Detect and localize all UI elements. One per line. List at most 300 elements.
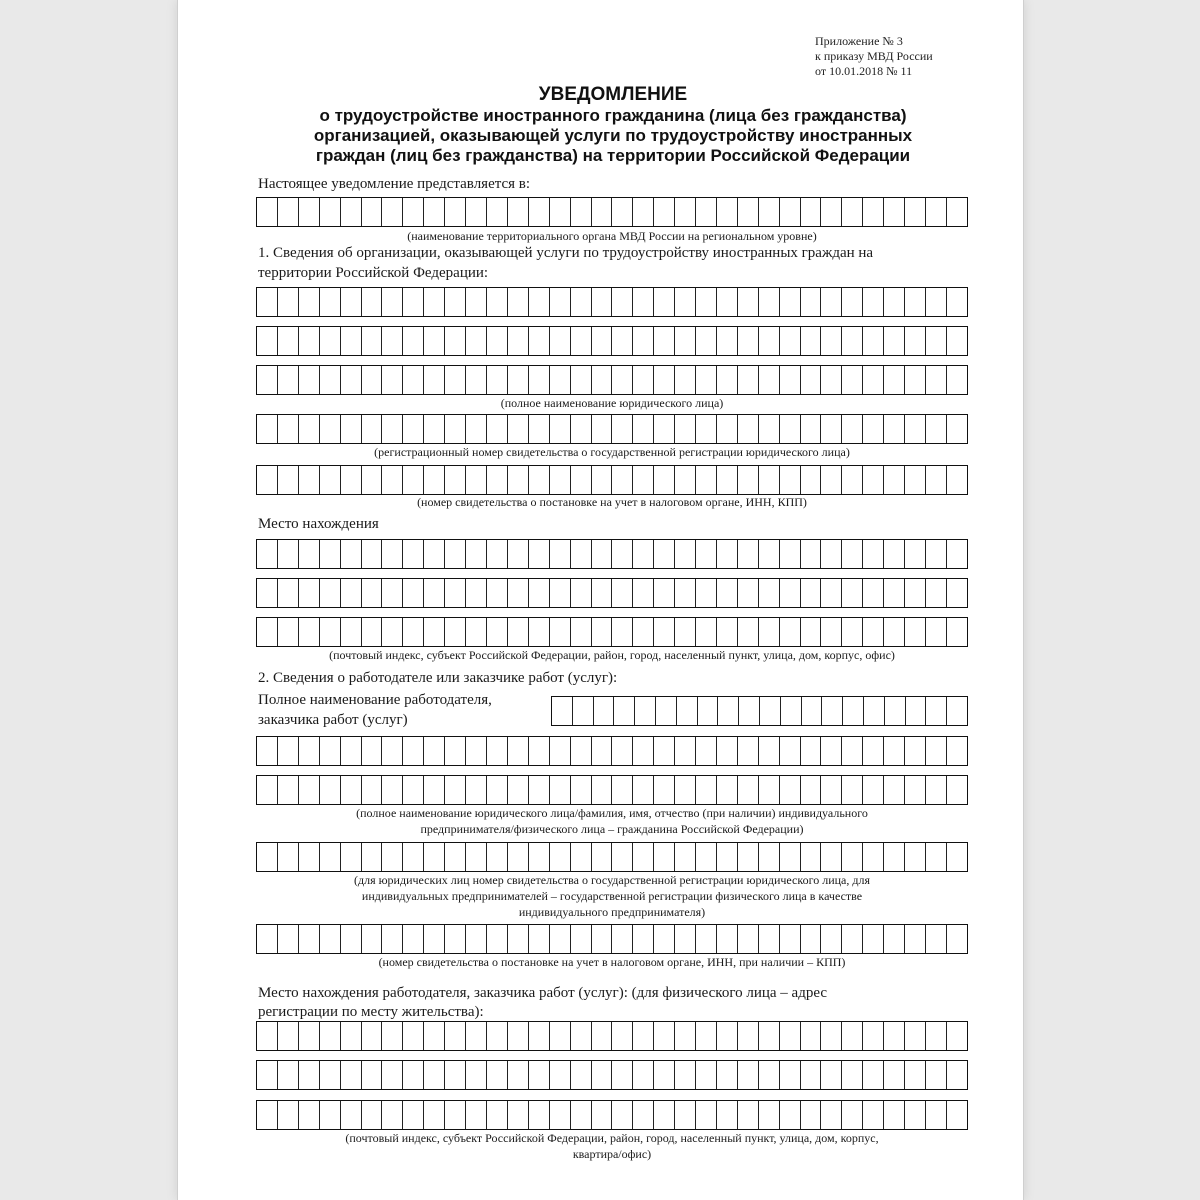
char-cell[interactable] — [381, 327, 402, 355]
char-cell[interactable] — [570, 776, 591, 804]
char-cell[interactable] — [737, 925, 758, 953]
char-cell[interactable] — [883, 579, 904, 607]
char-cell[interactable] — [695, 288, 716, 316]
char-cell[interactable] — [820, 579, 841, 607]
char-cell[interactable] — [507, 198, 528, 226]
char-cell[interactable] — [444, 415, 465, 443]
char-cell[interactable] — [737, 1101, 758, 1129]
char-cell[interactable] — [800, 366, 821, 394]
char-cell[interactable] — [257, 1061, 277, 1089]
char-cell[interactable] — [883, 288, 904, 316]
char-cell[interactable] — [591, 1022, 612, 1050]
char-cell[interactable] — [758, 737, 779, 765]
char-cell[interactable] — [820, 288, 841, 316]
char-cell[interactable] — [298, 1101, 319, 1129]
char-cell[interactable] — [361, 466, 382, 494]
char-cell[interactable] — [653, 1101, 674, 1129]
char-cell[interactable] — [507, 618, 528, 646]
char-cell[interactable] — [716, 1101, 737, 1129]
char-cell[interactable] — [800, 540, 821, 568]
char-cell[interactable] — [674, 198, 695, 226]
char-cell[interactable] — [632, 415, 653, 443]
char-cell[interactable] — [340, 737, 361, 765]
char-cell[interactable] — [863, 697, 884, 725]
char-cell[interactable] — [883, 1101, 904, 1129]
char-cell[interactable] — [486, 415, 507, 443]
char-cell[interactable] — [946, 198, 967, 226]
char-cell[interactable] — [716, 843, 737, 871]
char-cell[interactable] — [883, 540, 904, 568]
char-cell[interactable] — [277, 540, 298, 568]
char-cell[interactable] — [549, 925, 570, 953]
char-cell[interactable] — [381, 737, 402, 765]
char-cell[interactable] — [653, 579, 674, 607]
char-cell[interactable] — [632, 776, 653, 804]
char-cell[interactable] — [591, 415, 612, 443]
char-cell[interactable] — [653, 466, 674, 494]
char-cell[interactable] — [632, 737, 653, 765]
char-cell[interactable] — [820, 415, 841, 443]
char-cell[interactable] — [361, 1061, 382, 1089]
char-cell[interactable] — [758, 776, 779, 804]
char-cell[interactable] — [423, 415, 444, 443]
char-cell[interactable] — [591, 579, 612, 607]
char-cell[interactable] — [423, 198, 444, 226]
char-cell[interactable] — [946, 737, 967, 765]
char-cell[interactable] — [695, 327, 716, 355]
char-cell[interactable] — [862, 737, 883, 765]
char-cell[interactable] — [695, 366, 716, 394]
char-cell[interactable] — [904, 466, 925, 494]
char-cell[interactable] — [507, 540, 528, 568]
char-cell[interactable] — [925, 618, 946, 646]
char-cell[interactable] — [507, 737, 528, 765]
char-cell[interactable] — [862, 540, 883, 568]
char-cell[interactable] — [862, 288, 883, 316]
char-cell[interactable] — [570, 288, 591, 316]
char-cell[interactable] — [507, 415, 528, 443]
char-cell[interactable] — [737, 327, 758, 355]
char-cell[interactable] — [423, 540, 444, 568]
char-cell[interactable] — [674, 776, 695, 804]
char-cell[interactable] — [884, 697, 905, 725]
char-cell[interactable] — [381, 618, 402, 646]
char-cell[interactable] — [632, 618, 653, 646]
char-cell[interactable] — [402, 198, 423, 226]
char-cell[interactable] — [549, 466, 570, 494]
char-cell[interactable] — [591, 540, 612, 568]
char-cell[interactable] — [758, 925, 779, 953]
char-cell[interactable] — [319, 198, 340, 226]
char-cell[interactable] — [486, 737, 507, 765]
char-cell[interactable] — [486, 776, 507, 804]
char-cell[interactable] — [611, 843, 632, 871]
char-cell[interactable] — [800, 327, 821, 355]
char-cell[interactable] — [820, 776, 841, 804]
char-cell[interactable] — [340, 925, 361, 953]
char-cell[interactable] — [737, 288, 758, 316]
char-cell[interactable] — [737, 415, 758, 443]
char-cell[interactable] — [381, 198, 402, 226]
char-cell[interactable] — [465, 466, 486, 494]
char-cell[interactable] — [402, 288, 423, 316]
char-cell[interactable] — [674, 579, 695, 607]
char-cell[interactable] — [716, 925, 737, 953]
char-cell[interactable] — [779, 1061, 800, 1089]
char-cell[interactable] — [570, 1101, 591, 1129]
char-cell[interactable] — [381, 1061, 402, 1089]
char-cell[interactable] — [319, 288, 340, 316]
char-cell[interactable] — [381, 288, 402, 316]
char-cell[interactable] — [716, 776, 737, 804]
char-cell[interactable] — [277, 925, 298, 953]
char-cell[interactable] — [697, 697, 718, 725]
char-cell[interactable] — [841, 466, 862, 494]
char-cell[interactable] — [737, 776, 758, 804]
char-cell[interactable] — [716, 618, 737, 646]
char-cell[interactable] — [465, 579, 486, 607]
employer-tax-field[interactable] — [256, 924, 968, 954]
char-cell[interactable] — [611, 415, 632, 443]
char-cell[interactable] — [779, 327, 800, 355]
char-cell[interactable] — [486, 618, 507, 646]
employer-name-field-row-1[interactable] — [551, 696, 968, 726]
char-cell[interactable] — [946, 697, 967, 725]
char-cell[interactable] — [381, 466, 402, 494]
char-cell[interactable] — [402, 1101, 423, 1129]
char-cell[interactable] — [444, 579, 465, 607]
char-cell[interactable] — [549, 737, 570, 765]
char-cell[interactable] — [444, 540, 465, 568]
char-cell[interactable] — [842, 697, 863, 725]
char-cell[interactable] — [423, 925, 444, 953]
char-cell[interactable] — [340, 1022, 361, 1050]
char-cell[interactable] — [946, 843, 967, 871]
char-cell[interactable] — [611, 1101, 632, 1129]
char-cell[interactable] — [465, 776, 486, 804]
char-cell[interactable] — [381, 1022, 402, 1050]
char-cell[interactable] — [674, 925, 695, 953]
char-cell[interactable] — [591, 327, 612, 355]
char-cell[interactable] — [841, 618, 862, 646]
char-cell[interactable] — [653, 1022, 674, 1050]
char-cell[interactable] — [361, 925, 382, 953]
org-address-field-row-1[interactable] — [256, 539, 968, 569]
char-cell[interactable] — [486, 466, 507, 494]
char-cell[interactable] — [904, 1101, 925, 1129]
char-cell[interactable] — [423, 1101, 444, 1129]
char-cell[interactable] — [653, 618, 674, 646]
char-cell[interactable] — [883, 737, 904, 765]
char-cell[interactable] — [925, 697, 946, 725]
char-cell[interactable] — [841, 288, 862, 316]
char-cell[interactable] — [361, 288, 382, 316]
char-cell[interactable] — [883, 618, 904, 646]
char-cell[interactable] — [277, 843, 298, 871]
char-cell[interactable] — [674, 466, 695, 494]
char-cell[interactable] — [507, 579, 528, 607]
char-cell[interactable] — [716, 366, 737, 394]
mvd-body-field[interactable] — [256, 197, 968, 227]
char-cell[interactable] — [946, 327, 967, 355]
char-cell[interactable] — [423, 466, 444, 494]
char-cell[interactable] — [925, 466, 946, 494]
char-cell[interactable] — [653, 843, 674, 871]
char-cell[interactable] — [674, 843, 695, 871]
char-cell[interactable] — [298, 540, 319, 568]
char-cell[interactable] — [611, 737, 632, 765]
char-cell[interactable] — [925, 776, 946, 804]
char-cell[interactable] — [340, 843, 361, 871]
char-cell[interactable] — [674, 1022, 695, 1050]
char-cell[interactable] — [570, 618, 591, 646]
char-cell[interactable] — [738, 697, 759, 725]
char-cell[interactable] — [695, 618, 716, 646]
char-cell[interactable] — [549, 366, 570, 394]
char-cell[interactable] — [277, 288, 298, 316]
char-cell[interactable] — [716, 1061, 737, 1089]
employer-name-field-row-3[interactable] — [256, 775, 968, 805]
char-cell[interactable] — [800, 579, 821, 607]
char-cell[interactable] — [695, 925, 716, 953]
char-cell[interactable] — [486, 366, 507, 394]
char-cell[interactable] — [570, 737, 591, 765]
char-cell[interactable] — [298, 198, 319, 226]
char-cell[interactable] — [257, 366, 277, 394]
char-cell[interactable] — [402, 327, 423, 355]
char-cell[interactable] — [841, 1101, 862, 1129]
char-cell[interactable] — [758, 843, 779, 871]
char-cell[interactable] — [465, 843, 486, 871]
char-cell[interactable] — [444, 1101, 465, 1129]
char-cell[interactable] — [611, 540, 632, 568]
char-cell[interactable] — [611, 618, 632, 646]
char-cell[interactable] — [758, 466, 779, 494]
char-cell[interactable] — [340, 198, 361, 226]
char-cell[interactable] — [257, 925, 277, 953]
char-cell[interactable] — [946, 415, 967, 443]
char-cell[interactable] — [758, 366, 779, 394]
char-cell[interactable] — [340, 540, 361, 568]
char-cell[interactable] — [298, 366, 319, 394]
char-cell[interactable] — [779, 540, 800, 568]
char-cell[interactable] — [695, 1061, 716, 1089]
char-cell[interactable] — [779, 1022, 800, 1050]
char-cell[interactable] — [423, 737, 444, 765]
char-cell[interactable] — [653, 925, 674, 953]
char-cell[interactable] — [277, 198, 298, 226]
char-cell[interactable] — [800, 1061, 821, 1089]
char-cell[interactable] — [298, 776, 319, 804]
char-cell[interactable] — [800, 843, 821, 871]
char-cell[interactable] — [674, 327, 695, 355]
char-cell[interactable] — [465, 737, 486, 765]
char-cell[interactable] — [611, 579, 632, 607]
char-cell[interactable] — [381, 540, 402, 568]
char-cell[interactable] — [676, 697, 697, 725]
char-cell[interactable] — [570, 327, 591, 355]
char-cell[interactable] — [340, 466, 361, 494]
char-cell[interactable] — [820, 198, 841, 226]
char-cell[interactable] — [465, 327, 486, 355]
char-cell[interactable] — [528, 925, 549, 953]
char-cell[interactable] — [925, 579, 946, 607]
char-cell[interactable] — [507, 925, 528, 953]
char-cell[interactable] — [423, 579, 444, 607]
char-cell[interactable] — [444, 618, 465, 646]
char-cell[interactable] — [319, 327, 340, 355]
char-cell[interactable] — [257, 540, 277, 568]
char-cell[interactable] — [946, 776, 967, 804]
char-cell[interactable] — [465, 198, 486, 226]
char-cell[interactable] — [883, 366, 904, 394]
char-cell[interactable] — [486, 925, 507, 953]
char-cell[interactable] — [528, 198, 549, 226]
char-cell[interactable] — [340, 366, 361, 394]
char-cell[interactable] — [444, 1022, 465, 1050]
char-cell[interactable] — [486, 843, 507, 871]
char-cell[interactable] — [507, 327, 528, 355]
char-cell[interactable] — [904, 327, 925, 355]
char-cell[interactable] — [904, 540, 925, 568]
char-cell[interactable] — [904, 579, 925, 607]
char-cell[interactable] — [695, 198, 716, 226]
char-cell[interactable] — [758, 327, 779, 355]
char-cell[interactable] — [340, 618, 361, 646]
char-cell[interactable] — [549, 579, 570, 607]
char-cell[interactable] — [319, 737, 340, 765]
char-cell[interactable] — [779, 415, 800, 443]
char-cell[interactable] — [904, 366, 925, 394]
char-cell[interactable] — [883, 327, 904, 355]
char-cell[interactable] — [841, 737, 862, 765]
char-cell[interactable] — [841, 540, 862, 568]
char-cell[interactable] — [820, 1061, 841, 1089]
char-cell[interactable] — [862, 925, 883, 953]
char-cell[interactable] — [444, 776, 465, 804]
char-cell[interactable] — [653, 415, 674, 443]
char-cell[interactable] — [821, 697, 842, 725]
char-cell[interactable] — [570, 579, 591, 607]
char-cell[interactable] — [465, 288, 486, 316]
char-cell[interactable] — [486, 540, 507, 568]
char-cell[interactable] — [570, 843, 591, 871]
char-cell[interactable] — [946, 1061, 967, 1089]
char-cell[interactable] — [528, 366, 549, 394]
char-cell[interactable] — [716, 198, 737, 226]
char-cell[interactable] — [507, 843, 528, 871]
char-cell[interactable] — [820, 327, 841, 355]
char-cell[interactable] — [402, 415, 423, 443]
char-cell[interactable] — [381, 925, 402, 953]
char-cell[interactable] — [444, 1061, 465, 1089]
char-cell[interactable] — [862, 415, 883, 443]
char-cell[interactable] — [862, 366, 883, 394]
char-cell[interactable] — [737, 737, 758, 765]
char-cell[interactable] — [946, 925, 967, 953]
char-cell[interactable] — [737, 579, 758, 607]
char-cell[interactable] — [695, 1101, 716, 1129]
org-tax-field[interactable] — [256, 465, 968, 495]
char-cell[interactable] — [925, 366, 946, 394]
char-cell[interactable] — [528, 776, 549, 804]
char-cell[interactable] — [779, 776, 800, 804]
char-cell[interactable] — [591, 618, 612, 646]
char-cell[interactable] — [737, 466, 758, 494]
char-cell[interactable] — [800, 776, 821, 804]
char-cell[interactable] — [381, 366, 402, 394]
char-cell[interactable] — [549, 1101, 570, 1129]
char-cell[interactable] — [759, 697, 780, 725]
char-cell[interactable] — [591, 776, 612, 804]
char-cell[interactable] — [820, 737, 841, 765]
char-cell[interactable] — [507, 466, 528, 494]
char-cell[interactable] — [653, 366, 674, 394]
char-cell[interactable] — [402, 618, 423, 646]
char-cell[interactable] — [402, 1061, 423, 1089]
char-cell[interactable] — [257, 288, 277, 316]
char-cell[interactable] — [257, 327, 277, 355]
char-cell[interactable] — [737, 618, 758, 646]
char-cell[interactable] — [361, 366, 382, 394]
char-cell[interactable] — [444, 737, 465, 765]
char-cell[interactable] — [695, 843, 716, 871]
char-cell[interactable] — [423, 366, 444, 394]
char-cell[interactable] — [737, 1022, 758, 1050]
char-cell[interactable] — [862, 843, 883, 871]
char-cell[interactable] — [361, 737, 382, 765]
char-cell[interactable] — [444, 843, 465, 871]
char-cell[interactable] — [946, 466, 967, 494]
char-cell[interactable] — [444, 466, 465, 494]
char-cell[interactable] — [611, 776, 632, 804]
char-cell[interactable] — [465, 540, 486, 568]
char-cell[interactable] — [528, 327, 549, 355]
char-cell[interactable] — [486, 1061, 507, 1089]
char-cell[interactable] — [444, 327, 465, 355]
char-cell[interactable] — [277, 776, 298, 804]
char-cell[interactable] — [737, 366, 758, 394]
char-cell[interactable] — [841, 776, 862, 804]
char-cell[interactable] — [319, 466, 340, 494]
char-cell[interactable] — [319, 1022, 340, 1050]
char-cell[interactable] — [361, 1101, 382, 1129]
char-cell[interactable] — [611, 925, 632, 953]
char-cell[interactable] — [277, 1022, 298, 1050]
char-cell[interactable] — [465, 415, 486, 443]
char-cell[interactable] — [549, 1061, 570, 1089]
char-cell[interactable] — [674, 1101, 695, 1129]
char-cell[interactable] — [904, 1022, 925, 1050]
char-cell[interactable] — [841, 327, 862, 355]
char-cell[interactable] — [298, 327, 319, 355]
char-cell[interactable] — [758, 1022, 779, 1050]
char-cell[interactable] — [674, 1061, 695, 1089]
char-cell[interactable] — [779, 1101, 800, 1129]
char-cell[interactable] — [758, 1101, 779, 1129]
char-cell[interactable] — [800, 618, 821, 646]
char-cell[interactable] — [883, 198, 904, 226]
char-cell[interactable] — [820, 1101, 841, 1129]
char-cell[interactable] — [423, 843, 444, 871]
char-cell[interactable] — [298, 288, 319, 316]
char-cell[interactable] — [257, 198, 277, 226]
char-cell[interactable] — [486, 288, 507, 316]
char-cell[interactable] — [904, 198, 925, 226]
char-cell[interactable] — [528, 288, 549, 316]
char-cell[interactable] — [925, 1022, 946, 1050]
org-registration-field[interactable] — [256, 414, 968, 444]
